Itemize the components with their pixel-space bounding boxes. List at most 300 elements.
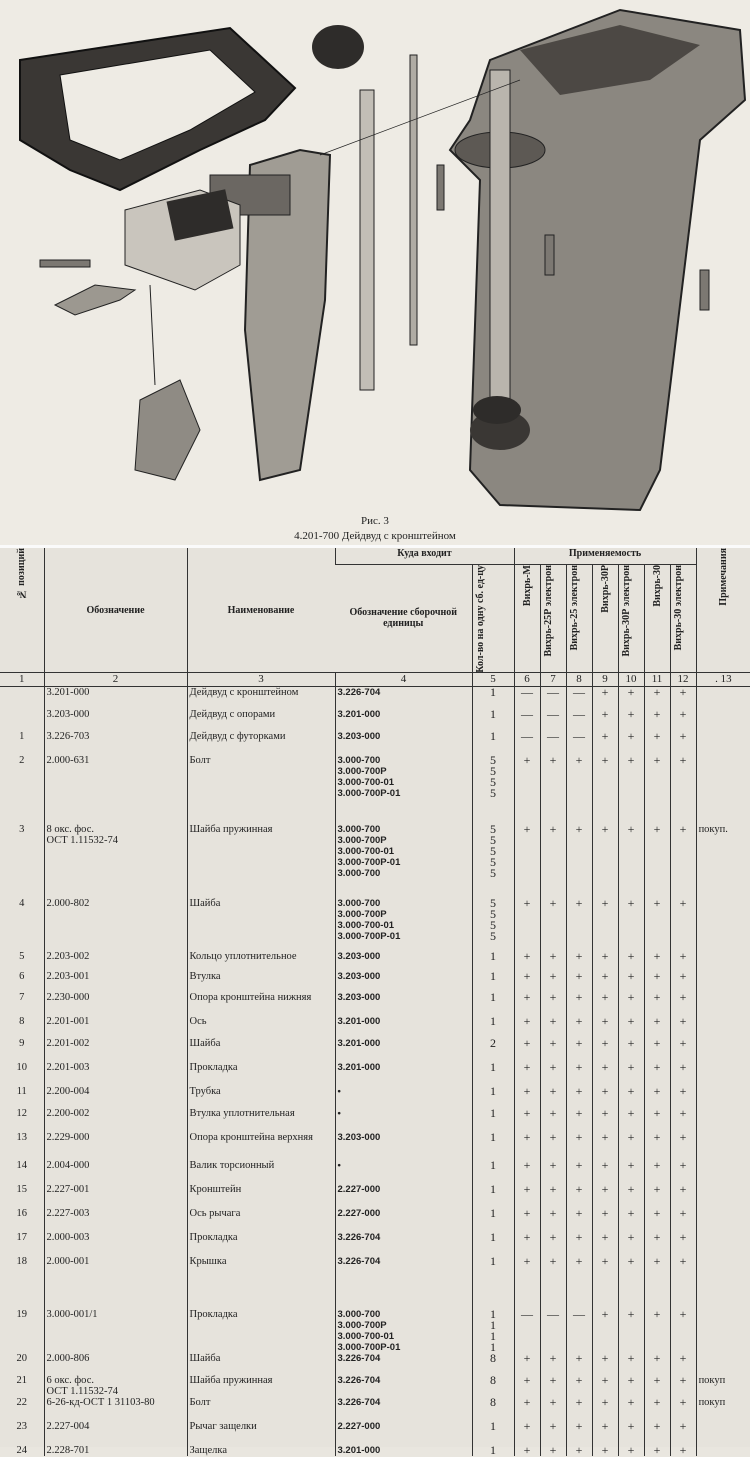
table-row <box>0 709 750 731</box>
cell-qty: 1 <box>472 1132 514 1160</box>
cell-assembly: • <box>335 1160 472 1184</box>
cell-applicability: + <box>670 1445 696 1456</box>
cell-applicability: + <box>566 1132 592 1160</box>
cell-pos: 4 <box>19 897 25 909</box>
cell-pos <box>0 709 44 731</box>
cell-pos: 17 <box>16 1231 27 1243</box>
cell-qty: 1 <box>472 1016 514 1038</box>
cell-applicability: + <box>618 1184 644 1208</box>
table-row <box>0 1062 750 1086</box>
cell-applicability: + <box>670 1397 696 1421</box>
cell-applicability: + <box>618 1421 644 1445</box>
cell-applicability: + <box>566 1421 592 1445</box>
cell-applicability: + <box>566 1062 592 1086</box>
cell-qty: 5 5 5 5 <box>472 898 514 951</box>
cell-name: Втулка <box>187 971 335 992</box>
table-row <box>0 1375 750 1397</box>
cell-name: Прокладка <box>187 1232 335 1256</box>
cell-assembly: 3.201-000 <box>335 1445 472 1456</box>
cell-applicability: + <box>592 971 618 992</box>
cell-name: Опора кронштейна верхняя <box>187 1132 335 1160</box>
cell-qty: 5 5 5 5 <box>472 755 514 824</box>
cell-assembly: 3.203-000 <box>335 992 472 1016</box>
cell-applicability: + <box>618 1038 644 1062</box>
header-model: Вихрь-30Р <box>592 564 618 673</box>
cell-assembly: • <box>335 1086 472 1108</box>
cell-designation: 2.000-631 <box>44 755 187 824</box>
cell-applicability: + <box>540 1256 566 1309</box>
cell-applicability: + <box>618 709 644 731</box>
cell-name: Трубка <box>187 1086 335 1108</box>
cell-applicability: + <box>566 1016 592 1038</box>
cell-applicability: + <box>592 1375 618 1397</box>
roller-part <box>312 25 364 69</box>
cell-applicability: + <box>618 1445 644 1456</box>
cell-applicability: — <box>540 1309 566 1353</box>
cell-applicability: + <box>644 709 670 731</box>
col-number: 3 <box>187 673 335 687</box>
cell-note <box>696 1232 750 1256</box>
cell-applicability: + <box>592 709 618 731</box>
cell-applicability: + <box>644 1086 670 1108</box>
cell-applicability: + <box>540 1016 566 1038</box>
cell-note <box>696 1208 750 1232</box>
cell-note: покуп <box>696 1397 750 1421</box>
cell-applicability: + <box>618 1086 644 1108</box>
cell-applicability: + <box>514 971 540 992</box>
cell-applicability: + <box>540 1086 566 1108</box>
cell-applicability: + <box>618 1256 644 1309</box>
cell-pos: 9 <box>19 1037 25 1049</box>
cell-applicability: + <box>514 1184 540 1208</box>
cell-applicability: + <box>540 1353 566 1375</box>
cell-applicability: + <box>644 1232 670 1256</box>
cell-qty: 1 <box>472 709 514 731</box>
cell-pos: 18 <box>16 1255 27 1267</box>
cell-applicability: + <box>670 1038 696 1062</box>
cell-applicability: + <box>592 1132 618 1160</box>
cell-applicability: + <box>514 1375 540 1397</box>
cell-assembly: 3.226-704 <box>335 1397 472 1421</box>
cell-applicability: — <box>514 731 540 755</box>
cell-designation: 2.228-701 <box>44 1445 187 1456</box>
cell-applicability: + <box>540 755 566 824</box>
cell-applicability: + <box>566 1445 592 1456</box>
table-row <box>0 824 750 898</box>
cell-applicability: + <box>670 1421 696 1445</box>
cell-designation: 2.227-004 <box>44 1421 187 1445</box>
cell-pos: 16 <box>16 1207 27 1219</box>
cell-name: Дейдвуд с кронштейном <box>187 687 335 709</box>
cell-designation: 6-26-кд-ОСТ 1 31103-80 <box>44 1397 187 1421</box>
cell-applicability: + <box>566 951 592 971</box>
cell-assembly: 3.201-000 <box>335 1062 472 1086</box>
cell-note <box>696 1038 750 1062</box>
cell-applicability: + <box>566 1184 592 1208</box>
cell-designation: 8 окс. фос. ОСТ 1.11532-74 <box>44 824 187 898</box>
table-row <box>0 755 750 824</box>
cell-applicability: + <box>514 1208 540 1232</box>
cell-applicability: — <box>566 709 592 731</box>
cell-applicability: + <box>540 1184 566 1208</box>
cell-designation: 2.201-001 <box>44 1016 187 1038</box>
cell-applicability: — <box>514 709 540 731</box>
cell-applicability: + <box>566 1208 592 1232</box>
cell-designation: 2.201-002 <box>44 1038 187 1062</box>
cell-applicability: + <box>592 1232 618 1256</box>
cell-applicability: + <box>514 1086 540 1108</box>
cell-applicability: + <box>644 687 670 709</box>
cell-applicability: — <box>566 1309 592 1353</box>
cell-qty: 1 <box>472 1184 514 1208</box>
cell-applicability: + <box>670 951 696 971</box>
cell-designation: 2.227-003 <box>44 1208 187 1232</box>
cell-applicability: + <box>670 992 696 1016</box>
cell-name: Прокладка <box>187 1309 335 1353</box>
cell-note <box>696 1184 750 1208</box>
cell-applicability: + <box>618 951 644 971</box>
header-designation: Обозначение <box>44 548 187 673</box>
cell-applicability: + <box>566 1375 592 1397</box>
col-number: 1 <box>0 673 44 687</box>
cell-designation: 3.000-001/1 <box>44 1309 187 1353</box>
cell-applicability: + <box>670 971 696 992</box>
table-row <box>0 1256 750 1309</box>
table-row <box>0 898 750 951</box>
cell-applicability: + <box>514 1445 540 1456</box>
cell-applicability: + <box>618 1397 644 1421</box>
cell-applicability: + <box>592 1016 618 1038</box>
cell-note <box>696 1421 750 1445</box>
cell-applicability: + <box>670 898 696 951</box>
cell-name: Шайба <box>187 1353 335 1375</box>
table-row <box>0 1397 750 1421</box>
cell-pos: 12 <box>16 1107 27 1119</box>
cell-applicability: + <box>618 1160 644 1184</box>
rod-part <box>360 90 374 390</box>
cell-applicability: + <box>514 1160 540 1184</box>
header-model: Вихрь-30 <box>644 564 670 673</box>
cell-applicability: + <box>644 1397 670 1421</box>
cell-applicability: + <box>670 1016 696 1038</box>
cell-qty: 1 <box>472 992 514 1016</box>
cell-applicability: + <box>592 1397 618 1421</box>
cell-applicability: + <box>670 1108 696 1132</box>
header-assembly: Обозначение сборочной единицы <box>335 564 472 673</box>
cell-applicability: + <box>540 1232 566 1256</box>
cell-pos: 24 <box>16 1444 27 1456</box>
cell-applicability: + <box>540 1445 566 1456</box>
cell-applicability: + <box>592 1038 618 1062</box>
header-where: Куда входит <box>335 548 514 564</box>
cell-applicability: + <box>670 1232 696 1256</box>
cell-applicability: + <box>618 898 644 951</box>
figure-subtitle: 4.201-700 Дейдвуд с кронштейном <box>294 530 456 542</box>
cell-applicability: — <box>566 731 592 755</box>
cell-applicability: + <box>592 1208 618 1232</box>
cell-applicability: + <box>540 992 566 1016</box>
cell-note <box>696 755 750 824</box>
cell-applicability: + <box>618 1062 644 1086</box>
cell-designation: 2.000-001 <box>44 1256 187 1309</box>
cell-applicability: + <box>566 971 592 992</box>
cell-applicability: + <box>540 1160 566 1184</box>
header-name: Наименование <box>187 548 335 673</box>
cell-note <box>696 709 750 731</box>
cell-assembly: 3.000-700 3.000-700Р 3.000-700-01 3.000-700Р-01 3.000-700 <box>335 824 472 898</box>
cell-note <box>696 1160 750 1184</box>
cell-applicability: + <box>618 1309 644 1353</box>
cell-applicability: + <box>644 1062 670 1086</box>
table-row <box>0 951 750 971</box>
cell-applicability: + <box>644 1184 670 1208</box>
cell-applicability: + <box>644 1375 670 1397</box>
table-row <box>0 1038 750 1062</box>
cell-applicability: + <box>618 824 644 898</box>
cell-qty: 8 <box>472 1375 514 1397</box>
table-row <box>0 1353 750 1375</box>
cell-applicability: + <box>618 971 644 992</box>
header-model: Вихрь-25 электрон <box>566 564 592 673</box>
cell-note <box>696 992 750 1016</box>
cell-applicability: + <box>670 709 696 731</box>
col-number: . 13 <box>696 673 750 687</box>
table-row <box>0 971 750 992</box>
cell-applicability: + <box>592 1421 618 1445</box>
cell-qty: 2 <box>472 1038 514 1062</box>
header-notes: Примечания <box>696 548 750 673</box>
cell-applicability: + <box>540 1375 566 1397</box>
table-row <box>0 1132 750 1160</box>
cell-assembly: • <box>335 1108 472 1132</box>
cell-note <box>696 1016 750 1038</box>
cell-applicability: + <box>670 1086 696 1108</box>
cell-applicability: + <box>566 992 592 1016</box>
cell-applicability: — <box>566 687 592 709</box>
cell-note: покуп <box>696 1375 750 1397</box>
cell-applicability: + <box>644 1160 670 1184</box>
table-row <box>0 687 750 709</box>
cell-applicability: + <box>514 1108 540 1132</box>
cell-applicability: + <box>670 1132 696 1160</box>
cell-applicability: + <box>540 898 566 951</box>
cell-applicability: + <box>592 992 618 1016</box>
cell-qty: 8 <box>472 1397 514 1421</box>
cell-applicability: + <box>670 1062 696 1086</box>
cell-note <box>696 951 750 971</box>
cell-assembly: 3.000-700 3.000-700Р 3.000-700-01 3.000-700Р-01 <box>335 755 472 824</box>
cell-name: Ось <box>187 1016 335 1038</box>
table-row <box>0 1445 750 1456</box>
cell-name: Кольцо уплотнительное <box>187 951 335 971</box>
cell-applicability: + <box>514 1353 540 1375</box>
cell-qty: 1 <box>472 1160 514 1184</box>
cell-applicability: + <box>514 898 540 951</box>
cell-applicability: + <box>618 731 644 755</box>
cell-pos: 13 <box>16 1131 27 1143</box>
cell-applicability: + <box>566 1397 592 1421</box>
cell-applicability: + <box>566 898 592 951</box>
cell-pos: 23 <box>16 1420 27 1432</box>
cell-applicability: + <box>618 755 644 824</box>
cell-pos <box>0 687 44 709</box>
cell-applicability: + <box>618 992 644 1016</box>
cell-pos: 14 <box>16 1159 27 1171</box>
cell-name: Ось рычага <box>187 1208 335 1232</box>
cell-name: Крышка <box>187 1256 335 1309</box>
cell-applicability: + <box>592 1086 618 1108</box>
cell-pos: 15 <box>16 1183 27 1195</box>
cell-name: Шайба пружинная <box>187 1375 335 1397</box>
cell-designation: 2.004-000 <box>44 1160 187 1184</box>
col-number: 7 <box>540 673 566 687</box>
cell-name: Болт <box>187 755 335 824</box>
cell-note <box>696 687 750 709</box>
cell-applicability: + <box>592 687 618 709</box>
column-number-row <box>0 673 750 687</box>
cell-applicability: + <box>566 1108 592 1132</box>
cell-applicability: + <box>644 951 670 971</box>
cell-applicability: + <box>670 1208 696 1232</box>
cell-applicability: + <box>592 1184 618 1208</box>
cell-assembly: 3.203-000 <box>335 1132 472 1160</box>
cell-applicability: + <box>514 1397 540 1421</box>
cell-designation: 3.203-000 <box>44 709 187 731</box>
cell-designation: 2.000-003 <box>44 1232 187 1256</box>
cell-applicability: + <box>618 687 644 709</box>
header-pos: № позиций <box>0 548 44 673</box>
col-number: 11 <box>644 673 670 687</box>
cell-applicability: + <box>670 731 696 755</box>
cell-applicability: + <box>592 824 618 898</box>
cell-designation: 2.000-806 <box>44 1353 187 1375</box>
cell-applicability: + <box>514 1132 540 1160</box>
cell-assembly: 3.201-000 <box>335 1016 472 1038</box>
cell-qty: 1 <box>472 1421 514 1445</box>
cell-applicability: + <box>644 1309 670 1353</box>
cell-applicability: + <box>670 1309 696 1353</box>
cell-applicability: + <box>670 1184 696 1208</box>
parts-table <box>0 548 750 1456</box>
cell-applicability: + <box>540 971 566 992</box>
col-number: 10 <box>618 673 644 687</box>
cell-applicability: + <box>592 731 618 755</box>
cell-applicability: + <box>514 951 540 971</box>
cell-applicability: + <box>566 1160 592 1184</box>
header-applicability: Применяемость <box>514 548 696 564</box>
cell-qty: 1 <box>472 1232 514 1256</box>
cell-name: Защелка <box>187 1445 335 1456</box>
cell-pos: 3 <box>19 823 25 835</box>
cell-designation: 2.000-802 <box>44 898 187 951</box>
cell-name: Дейдвуд с футорками <box>187 731 335 755</box>
col-number: 4 <box>335 673 472 687</box>
cell-note <box>696 1108 750 1132</box>
cell-applicability: + <box>514 992 540 1016</box>
cell-designation: 6 окс. фос. ОСТ 1.11532-74 <box>44 1375 187 1397</box>
cell-applicability: + <box>644 1132 670 1160</box>
cell-applicability: — <box>540 687 566 709</box>
cell-assembly: 3.226-704 <box>335 1375 472 1397</box>
cell-applicability: + <box>644 1108 670 1132</box>
cell-pos: 5 <box>19 950 25 962</box>
cell-applicability: + <box>618 1108 644 1132</box>
col-number: 12 <box>670 673 696 687</box>
table-row <box>0 1309 750 1353</box>
cell-assembly: 3.000-700 3.000-700Р 3.000-700-01 3.000-700Р-01 <box>335 898 472 951</box>
cell-qty: 1 <box>472 1108 514 1132</box>
cell-applicability: + <box>670 1160 696 1184</box>
cell-applicability: + <box>670 1353 696 1375</box>
cell-applicability: + <box>592 898 618 951</box>
cell-applicability: + <box>644 1353 670 1375</box>
cell-qty: 5 5 5 5 5 <box>472 824 514 898</box>
cell-applicability: + <box>592 1256 618 1309</box>
cell-applicability: + <box>644 1038 670 1062</box>
cell-applicability: — <box>540 731 566 755</box>
exploded-view-drawing <box>0 0 750 545</box>
cell-assembly: 3.226-704 <box>335 1232 472 1256</box>
cell-applicability: + <box>566 1086 592 1108</box>
cell-applicability: + <box>670 1375 696 1397</box>
cell-applicability: — <box>540 709 566 731</box>
cell-qty: 1 <box>472 1445 514 1456</box>
cell-assembly: 2.227-000 <box>335 1208 472 1232</box>
cell-pos: 21 <box>16 1374 27 1386</box>
cell-name: Опора кронштейна нижняя <box>187 992 335 1016</box>
cell-applicability: + <box>540 1132 566 1160</box>
cell-pos: 20 <box>16 1352 27 1364</box>
cell-applicability: + <box>592 951 618 971</box>
cell-designation: 2.200-004 <box>44 1086 187 1108</box>
cell-applicability: + <box>540 1038 566 1062</box>
cell-note <box>696 1445 750 1456</box>
cell-qty: 1 <box>472 951 514 971</box>
table-row <box>0 1016 750 1038</box>
cell-applicability: + <box>618 1016 644 1038</box>
lever-part <box>55 285 135 315</box>
cell-designation: 2.203-001 <box>44 971 187 992</box>
cell-qty: 1 <box>472 971 514 992</box>
col-number: 8 <box>566 673 592 687</box>
shaft-part <box>490 70 510 410</box>
cell-designation: 2.200-002 <box>44 1108 187 1132</box>
cell-assembly: 3.201-000 <box>335 709 472 731</box>
cell-name: Рычаг защелки <box>187 1421 335 1445</box>
cell-name: Прокладка <box>187 1062 335 1086</box>
cell-applicability: — <box>514 687 540 709</box>
cell-applicability: + <box>540 1397 566 1421</box>
col-number: 6 <box>514 673 540 687</box>
cell-applicability: + <box>644 992 670 1016</box>
cell-qty: 1 <box>472 731 514 755</box>
cell-applicability: + <box>670 824 696 898</box>
col-number: 5 <box>472 673 514 687</box>
cell-designation: 3.201-000 <box>44 687 187 709</box>
header-model: Вихрь-25Р электрон <box>540 564 566 673</box>
table-row <box>0 1108 750 1132</box>
cell-note <box>696 1086 750 1108</box>
cell-note: покуп. <box>696 824 750 898</box>
cell-pos: 2 <box>19 754 25 766</box>
parts-table-body <box>0 687 750 1456</box>
cell-applicability: + <box>566 1256 592 1309</box>
cell-applicability: + <box>592 1445 618 1456</box>
cell-assembly: 3.203-000 <box>335 951 472 971</box>
cell-pos: 10 <box>16 1061 27 1073</box>
cell-applicability: + <box>566 1232 592 1256</box>
cell-qty: 1 <box>472 687 514 709</box>
